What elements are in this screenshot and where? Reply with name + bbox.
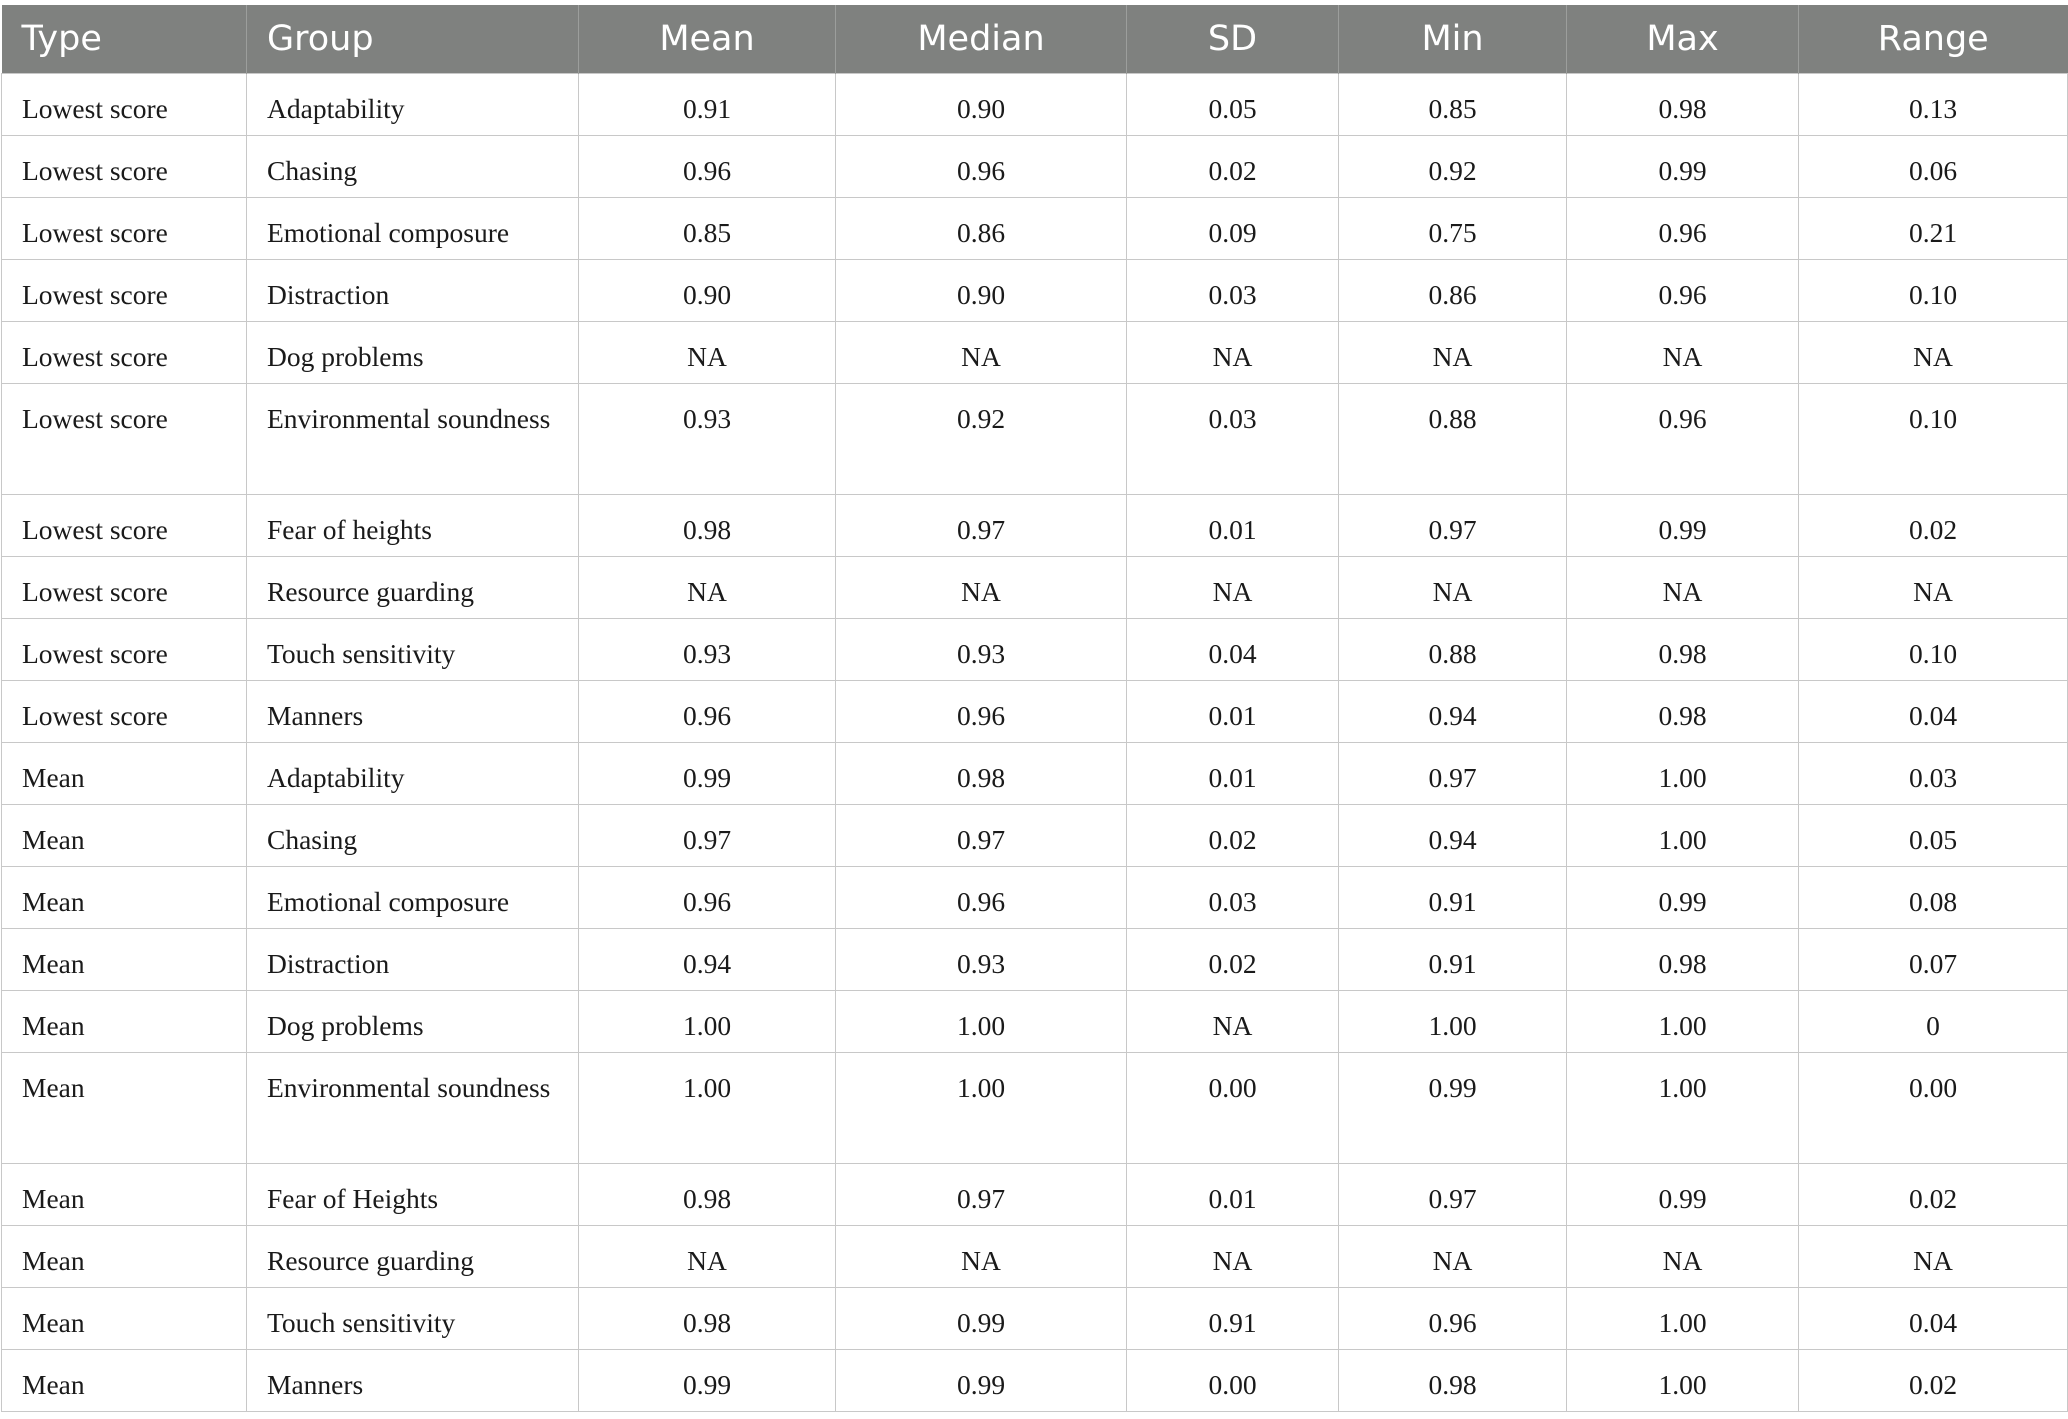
cell-type: Mean (2, 929, 247, 991)
header-type: Type (2, 5, 247, 74)
cell-type: Mean (2, 1288, 247, 1350)
cell-max: 1.00 (1567, 1288, 1799, 1350)
cell-max: 0.99 (1567, 495, 1799, 557)
cell-mean: 0.93 (579, 619, 836, 681)
cell-median: 1.00 (836, 1053, 1127, 1164)
cell-type: Lowest score (2, 681, 247, 743)
cell-max: 0.98 (1567, 681, 1799, 743)
cell-min: 0.86 (1339, 260, 1567, 322)
cell-mean: 1.00 (579, 991, 836, 1053)
table-row (2, 198, 2068, 260)
cell-mean: 0.97 (579, 805, 836, 867)
cell-sd: 0.09 (1127, 198, 1339, 260)
table-row (2, 805, 2068, 867)
cell-mean: 0.96 (579, 136, 836, 198)
cell-type: Lowest score (2, 557, 247, 619)
cell-median: 0.92 (836, 384, 1127, 495)
cell-median: 0.99 (836, 1288, 1127, 1350)
cell-max: NA (1567, 322, 1799, 384)
cell-min: 0.99 (1339, 1053, 1567, 1164)
cell-median: NA (836, 322, 1127, 384)
cell-sd: 0.03 (1127, 384, 1339, 495)
table-row (2, 929, 2068, 991)
cell-median: 0.96 (836, 136, 1127, 198)
cell-mean: 0.91 (579, 74, 836, 136)
cell-min: 0.96 (1339, 1288, 1567, 1350)
cell-sd: 0.02 (1127, 805, 1339, 867)
cell-group: Distraction (247, 929, 579, 991)
cell-max: 0.98 (1567, 74, 1799, 136)
cell-sd: 0.01 (1127, 743, 1339, 805)
table-row (2, 136, 2068, 198)
header-min: Min (1339, 5, 1567, 74)
cell-sd: 0.02 (1127, 929, 1339, 991)
cell-mean: 0.85 (579, 198, 836, 260)
cell-group: Touch sensitivity (247, 1288, 579, 1350)
cell-range: 0.02 (1799, 1164, 2068, 1226)
cell-median: 0.90 (836, 74, 1127, 136)
cell-group: Fear of Heights (247, 1164, 579, 1226)
cell-sd: 0.01 (1127, 1164, 1339, 1226)
cell-median: 0.97 (836, 1164, 1127, 1226)
cell-range: 0.03 (1799, 743, 2068, 805)
cell-min: 0.91 (1339, 929, 1567, 991)
cell-mean: 1.00 (579, 1053, 836, 1164)
cell-min: 0.75 (1339, 198, 1567, 260)
cell-type: Mean (2, 1226, 247, 1288)
cell-min: 0.92 (1339, 136, 1567, 198)
cell-range: 0.10 (1799, 384, 2068, 495)
cell-range: 0.07 (1799, 929, 2068, 991)
cell-range: 0.21 (1799, 198, 2068, 260)
cell-median: 0.96 (836, 681, 1127, 743)
cell-group: Dog problems (247, 322, 579, 384)
table-row (2, 322, 2068, 384)
cell-range: 0.04 (1799, 1288, 2068, 1350)
header-row (2, 5, 2068, 74)
cell-group: Resource guarding (247, 1226, 579, 1288)
cell-range: 0.08 (1799, 867, 2068, 929)
table-row (2, 1164, 2068, 1226)
table-row (2, 557, 2068, 619)
cell-max: 1.00 (1567, 991, 1799, 1053)
cell-range: 0.00 (1799, 1053, 2068, 1164)
cell-min: 0.88 (1339, 619, 1567, 681)
cell-median: 1.00 (836, 991, 1127, 1053)
cell-sd: 0.01 (1127, 495, 1339, 557)
cell-min: NA (1339, 322, 1567, 384)
cell-type: Lowest score (2, 495, 247, 557)
table-body (2, 74, 2068, 1412)
cell-mean: 0.99 (579, 743, 836, 805)
cell-max: 0.98 (1567, 929, 1799, 991)
cell-group: Chasing (247, 136, 579, 198)
table-row (2, 681, 2068, 743)
cell-min: 0.97 (1339, 1164, 1567, 1226)
cell-sd: 0.03 (1127, 867, 1339, 929)
cell-type: Mean (2, 867, 247, 929)
cell-max: 0.98 (1567, 619, 1799, 681)
cell-min: 0.98 (1339, 1350, 1567, 1412)
cell-max: 0.99 (1567, 136, 1799, 198)
cell-mean: 0.90 (579, 260, 836, 322)
cell-median: 0.90 (836, 260, 1127, 322)
cell-type: Lowest score (2, 198, 247, 260)
cell-min: 1.00 (1339, 991, 1567, 1053)
cell-median: NA (836, 557, 1127, 619)
cell-min: NA (1339, 557, 1567, 619)
cell-type: Lowest score (2, 74, 247, 136)
cell-group: Distraction (247, 260, 579, 322)
cell-min: 0.97 (1339, 743, 1567, 805)
table-row (2, 743, 2068, 805)
cell-sd: 0.91 (1127, 1288, 1339, 1350)
cell-sd: NA (1127, 557, 1339, 619)
cell-type: Mean (2, 1053, 247, 1164)
cell-sd: 0.03 (1127, 260, 1339, 322)
cell-median: 0.97 (836, 495, 1127, 557)
cell-mean: 0.98 (579, 1164, 836, 1226)
cell-group: Emotional composure (247, 198, 579, 260)
cell-group: Manners (247, 1350, 579, 1412)
table-row (2, 260, 2068, 322)
cell-mean: 0.99 (579, 1350, 836, 1412)
cell-type: Lowest score (2, 619, 247, 681)
cell-sd: 0.04 (1127, 619, 1339, 681)
cell-mean: NA (579, 322, 836, 384)
cell-type: Lowest score (2, 384, 247, 495)
cell-min: 0.88 (1339, 384, 1567, 495)
cell-median: 0.97 (836, 805, 1127, 867)
cell-sd: 0.05 (1127, 74, 1339, 136)
cell-median: 0.86 (836, 198, 1127, 260)
cell-mean: NA (579, 557, 836, 619)
cell-range: NA (1799, 1226, 2068, 1288)
cell-min: NA (1339, 1226, 1567, 1288)
table-row (2, 619, 2068, 681)
cell-mean: 0.93 (579, 384, 836, 495)
cell-group: Fear of heights (247, 495, 579, 557)
header-range: Range (1799, 5, 2068, 74)
table-row (2, 991, 2068, 1053)
cell-range: 0.05 (1799, 805, 2068, 867)
cell-max: 0.99 (1567, 867, 1799, 929)
cell-group: Touch sensitivity (247, 619, 579, 681)
statistics-table (1, 5, 2068, 1412)
cell-group: Environmental soundness (247, 1053, 579, 1164)
cell-range: 0.02 (1799, 495, 2068, 557)
cell-min: 0.91 (1339, 867, 1567, 929)
cell-range: NA (1799, 322, 2068, 384)
table-header (2, 5, 2068, 74)
cell-range: 0 (1799, 991, 2068, 1053)
cell-median: 0.99 (836, 1350, 1127, 1412)
cell-range: 0.10 (1799, 619, 2068, 681)
cell-max: 1.00 (1567, 1053, 1799, 1164)
table-row (2, 1053, 2068, 1164)
cell-max: 1.00 (1567, 743, 1799, 805)
cell-group: Adaptability (247, 74, 579, 136)
cell-type: Mean (2, 1350, 247, 1412)
cell-sd: NA (1127, 322, 1339, 384)
cell-mean: 0.98 (579, 1288, 836, 1350)
cell-range: 0.13 (1799, 74, 2068, 136)
cell-max: 0.96 (1567, 198, 1799, 260)
table-row (2, 867, 2068, 929)
cell-range: 0.10 (1799, 260, 2068, 322)
cell-group: Environmental soundness (247, 384, 579, 495)
cell-sd: NA (1127, 991, 1339, 1053)
table-row (2, 1350, 2068, 1412)
header-group: Group (247, 5, 579, 74)
cell-type: Mean (2, 805, 247, 867)
cell-median: 0.96 (836, 867, 1127, 929)
cell-type: Mean (2, 743, 247, 805)
header-sd: SD (1127, 5, 1339, 74)
cell-sd: 0.00 (1127, 1350, 1339, 1412)
cell-min: 0.97 (1339, 495, 1567, 557)
table-row (2, 1226, 2068, 1288)
cell-range: 0.02 (1799, 1350, 2068, 1412)
cell-sd: 0.00 (1127, 1053, 1339, 1164)
cell-sd: 0.02 (1127, 136, 1339, 198)
cell-group: Resource guarding (247, 557, 579, 619)
cell-range: NA (1799, 557, 2068, 619)
table-row (2, 74, 2068, 136)
header-max: Max (1567, 5, 1799, 74)
cell-mean: 0.96 (579, 681, 836, 743)
cell-min: 0.94 (1339, 805, 1567, 867)
cell-mean: 0.96 (579, 867, 836, 929)
cell-type: Mean (2, 991, 247, 1053)
cell-median: 0.98 (836, 743, 1127, 805)
cell-group: Emotional composure (247, 867, 579, 929)
cell-min: 0.94 (1339, 681, 1567, 743)
table-row (2, 495, 2068, 557)
cell-range: 0.06 (1799, 136, 2068, 198)
cell-group: Dog problems (247, 991, 579, 1053)
table-row (2, 1288, 2068, 1350)
cell-min: 0.85 (1339, 74, 1567, 136)
cell-range: 0.04 (1799, 681, 2068, 743)
cell-type: Lowest score (2, 260, 247, 322)
cell-median: 0.93 (836, 619, 1127, 681)
cell-max: 0.96 (1567, 260, 1799, 322)
cell-median: 0.93 (836, 929, 1127, 991)
cell-sd: 0.01 (1127, 681, 1339, 743)
cell-group: Manners (247, 681, 579, 743)
cell-sd: NA (1127, 1226, 1339, 1288)
header-mean: Mean (579, 5, 836, 74)
cell-max: 1.00 (1567, 1350, 1799, 1412)
cell-type: Lowest score (2, 322, 247, 384)
cell-type: Mean (2, 1164, 247, 1226)
cell-mean: 0.98 (579, 495, 836, 557)
cell-median: NA (836, 1226, 1127, 1288)
cell-mean: NA (579, 1226, 836, 1288)
statistics-table-container (0, 5, 2068, 1412)
cell-max: 0.96 (1567, 384, 1799, 495)
cell-type: Lowest score (2, 136, 247, 198)
cell-group: Chasing (247, 805, 579, 867)
cell-mean: 0.94 (579, 929, 836, 991)
cell-max: 0.99 (1567, 1164, 1799, 1226)
header-median: Median (836, 5, 1127, 74)
table-row (2, 384, 2068, 495)
cell-max: 1.00 (1567, 805, 1799, 867)
cell-max: NA (1567, 1226, 1799, 1288)
cell-max: NA (1567, 557, 1799, 619)
cell-group: Adaptability (247, 743, 579, 805)
